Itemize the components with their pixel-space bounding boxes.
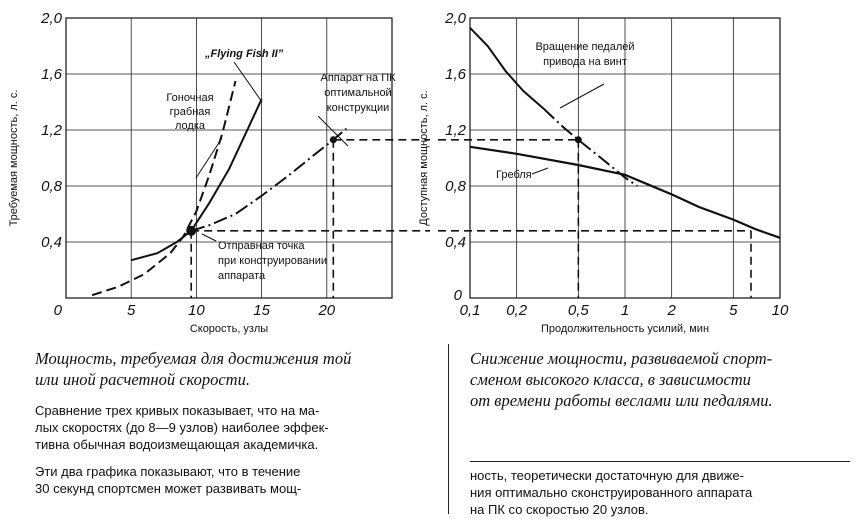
annotation-racing-boat: Гоночная (166, 92, 214, 104)
y-axis-label: Доступная мощность, л. с. (418, 90, 430, 226)
series-line-1 (92, 81, 235, 295)
annotation-hydrofoil: конструкции (326, 102, 390, 114)
x-tick-label: 0,5 (567, 302, 589, 319)
annotation-racing-boat: лодка (174, 120, 206, 132)
y-tick-label: 1,6 (41, 66, 62, 83)
annotation-leader-flying-fish (234, 62, 262, 102)
text-line: тивна обычная водоизмещающая академичка. (35, 437, 319, 452)
x-tick-label: 10 (771, 302, 789, 319)
left-paragraph-1 (35, 402, 329, 453)
right-separator (470, 461, 850, 462)
annotation-start-point: аппарата (218, 270, 266, 282)
x-tick-label: 20 (318, 302, 336, 319)
right-caption-line: сменом высокого класса, в зависимости (470, 370, 751, 389)
text-line: ность, теоретически достаточную для движе- (470, 468, 744, 483)
pedal-point (575, 136, 582, 143)
y-tick-label: 1,6 (445, 66, 466, 83)
annotation-rowing: Гребля (496, 169, 532, 181)
annotation-hydrofoil: Аппарат на ПК (320, 72, 396, 84)
annotation-start-point: Отправная точка (218, 240, 305, 252)
x-tick-label: 0,2 (506, 302, 528, 319)
start-point (186, 226, 196, 236)
text-line: ния оптимально сконструированного аппарата (470, 485, 753, 500)
y-tick-label: 0,4 (445, 234, 466, 251)
right-caption (470, 348, 773, 411)
y-tick-label: 1,2 (41, 122, 62, 139)
text-line: 30 секунд спортсмен может развивать мощ- (35, 481, 302, 496)
text-line: на ПК со скоростью 20 узлов. (470, 502, 649, 517)
right-paragraph (470, 467, 752, 518)
text-line: Эти два графика показывают, что в течение (35, 464, 301, 479)
text-line: Сравнение трех кривых показывает, что на ма- (35, 403, 320, 418)
right-caption-line: Снижение мощности, развиваемой спорт- (470, 349, 773, 368)
x-axis-label: Скорость, узлы (189, 323, 269, 335)
annotation-pedal: Вращение педалей (535, 41, 635, 53)
column-divider (448, 344, 449, 514)
y-axis-label: Требуемая мощность, л. с. (8, 89, 20, 227)
right-caption-line: от времени работы веслами или педалями. (470, 391, 773, 410)
x-tick-label: 15 (253, 302, 270, 319)
x-tick-label: 10 (188, 302, 205, 319)
annotation-leader-start-point (202, 234, 216, 241)
annotation-leader-rowing (532, 168, 548, 174)
y-tick-label: 0,4 (41, 234, 62, 251)
annotation-hydrofoil: оптимальной (324, 87, 392, 99)
series-line-3 (191, 129, 346, 231)
left-caption-line: Мощность, требуемая для достижения той (35, 349, 352, 368)
annotation-racing-boat: грабная (169, 106, 211, 118)
annotation-pedal: привода на винт (543, 56, 627, 68)
annotation-leader-racing-boat (196, 138, 222, 178)
left-caption-line: или иной расчетной скорости. (35, 370, 250, 389)
x-tick-label: 5 (127, 302, 136, 319)
y-tick-label: 0 (53, 302, 62, 319)
series-line-pedal-solid (470, 28, 544, 109)
text-line: лых скоростях (до 8—9 узлов) наиболее эффек- (35, 420, 329, 435)
x-tick-label: 1 (620, 302, 630, 319)
y-tick-label: 1,2 (445, 122, 466, 139)
x-tick-label: 2 (667, 302, 676, 319)
y-tick-label: 0,8 (41, 178, 62, 195)
x-axis-label: Продолжительность усилий, мин (540, 323, 710, 335)
y-tick-label: 0 (453, 287, 462, 304)
left-caption (35, 348, 351, 390)
annotation-flying-fish: „Flying Fish II” (205, 48, 284, 60)
optimal-point (330, 136, 337, 143)
annotation-start-point: при конструировании (218, 255, 328, 267)
annotation-leader-pedal (560, 84, 604, 108)
y-tick-label: 2,0 (41, 10, 62, 27)
left-paragraph-2 (35, 463, 301, 497)
x-tick-label: 5 (729, 302, 738, 319)
y-tick-label: 0,8 (445, 178, 466, 195)
x-tick-label: 0,1 (459, 302, 481, 319)
y-tick-label: 2,0 (445, 10, 466, 27)
